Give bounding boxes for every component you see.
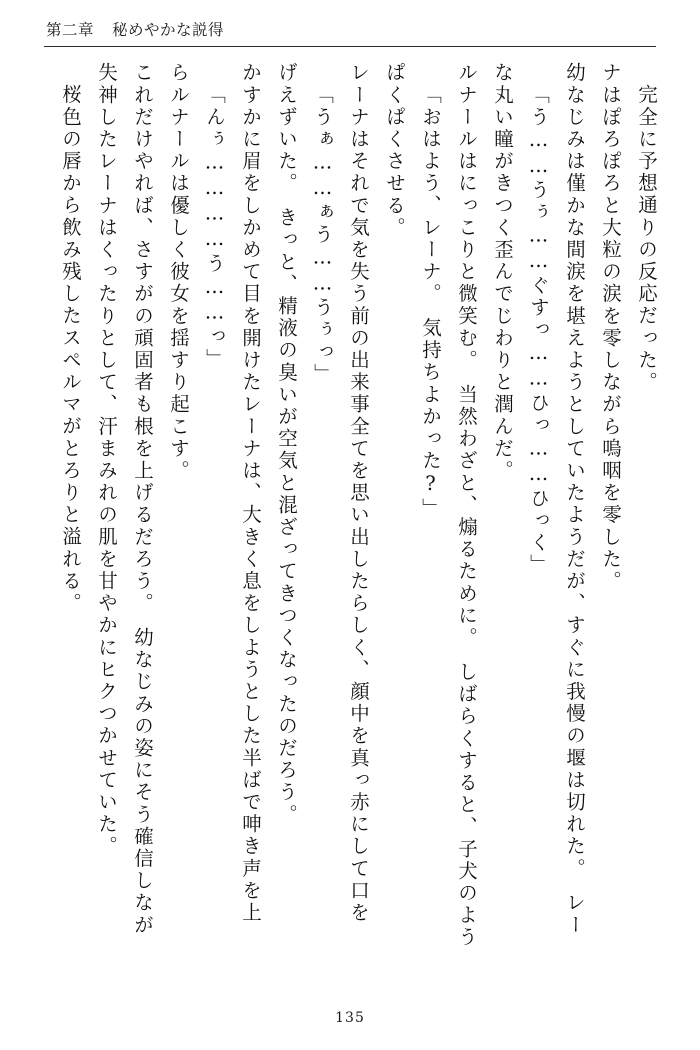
chapter-number: 第二章 — [46, 21, 95, 39]
page-body — [44, 62, 656, 992]
vertical-text-columns — [44, 62, 656, 992]
text-column: 幼なじみは僅かな間涙を堪えようとしていたようだが、すぐに我慢の堰は切れた。 レー — [563, 62, 586, 937]
text-column: 「う……うぅ……ぐすっ……ひっ……ひっく」 — [527, 84, 550, 577]
text-column: げえずいた。 きっと、精液の臭いが空気と混ざってきつくなったのだろう。 — [275, 62, 298, 826]
text-column: これだけやれば、さすがの頑固者も根を上げるだろう。 幼なじみの姿にそう確信しなが — [131, 62, 154, 937]
text-column: レーナはそれで気を失う前の出来事全てを思い出したらしく、顔中を真っ赤にして口を — [347, 62, 370, 924]
text-column: な丸い瞳がきつく歪んでじわりと潤んだ。 — [491, 62, 514, 482]
chapter-title: 秘めやかな説得 — [112, 21, 225, 39]
text-column: 失神したレーナはくったりとして、汗まみれの肌を甘やかにヒクつかせていた。 — [95, 62, 118, 858]
text-column: ルナールはにっこりと微笑む。 当然わざと、煽るために。 しばらくすると、子犬のよう — [455, 62, 478, 949]
text-column: 桜色の唇から飲み残したスペルマがとろりと溢れる。 — [59, 84, 82, 615]
text-column: ぱくぱくさせる。 — [383, 62, 406, 239]
header-divider — [44, 46, 656, 47]
text-column: ナはぽろぽろと大粒の涙を零しながら嗚咽を零した。 — [599, 62, 622, 593]
text-column: 完全に予想通りの反応だった。 — [635, 84, 658, 394]
text-column: 「うぁ……ぁう……うぅっ」 — [311, 84, 334, 386]
page-number: 135 — [335, 1010, 365, 1026]
text-column: らルナールは優しく彼女を揺すり起こす。 — [167, 62, 190, 482]
running-header — [46, 18, 654, 44]
text-column: 「んぅ…………う……っ」 — [203, 84, 226, 371]
text-column: かすかに眉をしかめて目を開けたレーナは、大きく息をしようとした半ばで呻き声を上 — [239, 62, 262, 924]
text-column: 「おはよう、レーナ。 気持ちよかった?」 — [419, 84, 442, 520]
